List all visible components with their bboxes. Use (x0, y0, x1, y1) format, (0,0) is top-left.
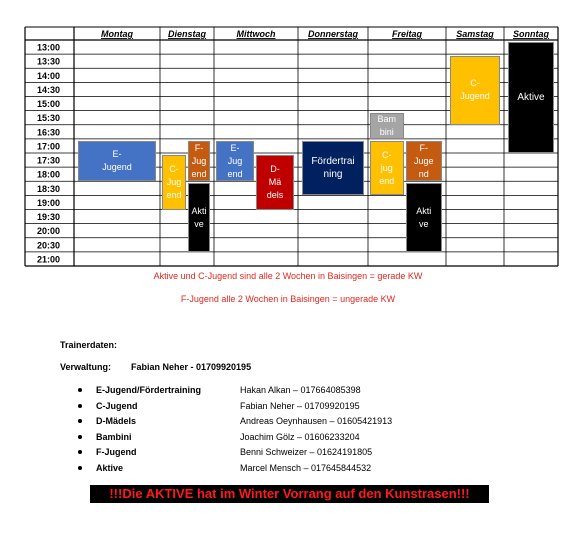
day-header-mittwoch: Mittwoch (236, 29, 276, 39)
verwaltung-label: Verwaltung: (60, 362, 112, 372)
trainer-team: D-Mädels (96, 416, 137, 426)
schedule-block: Aktive (508, 42, 554, 153)
bullet-icon (78, 419, 82, 423)
time-label: 19:00 (37, 197, 61, 208)
schedule-block: Akti ve (406, 183, 442, 252)
time-label: 17:30 (37, 155, 61, 166)
time-label: 21:00 (37, 254, 61, 265)
day-header-freitag: Freitag (391, 29, 423, 39)
schedule-block: Fördertrai ning (302, 141, 364, 196)
time-label: 15:00 (37, 99, 61, 109)
bullet-icon (78, 388, 82, 392)
day-header-sonntag: Sonntag (513, 29, 549, 39)
schedule-block: F- Juge nd (406, 141, 442, 181)
time-label: 20:00 (37, 226, 61, 237)
bullet-icon (78, 435, 82, 439)
time-label: 13:00 (37, 42, 61, 53)
day-header-donnerstag: Donnerstag (307, 29, 359, 39)
schedule-block: Akti ve (188, 183, 210, 252)
trainer-team: Bambini (96, 431, 132, 442)
time-label: 13:30 (37, 56, 61, 67)
trainer-team: E-Jugend/Fördertraining (96, 385, 202, 395)
note-even-week: Aktive und C-Jugend sind alle 2 Wochen in Baisingen = gerade KW (153, 271, 423, 281)
note-odd-week: F-Jugend alle 2 Wochen in Baisingen = ungerade KW (180, 294, 396, 304)
time-label: 14:30 (37, 84, 61, 95)
schedule-block: Bam bini (370, 113, 404, 139)
schedule-block: D- Mä dels (256, 155, 294, 210)
time-label: 15:30 (37, 113, 61, 124)
verwaltung-value: Fabian Neher - 01709920195 (131, 362, 252, 372)
bullet-icon (78, 404, 82, 408)
time-label: 19:30 (37, 212, 61, 222)
schedule-block: C- Jugend (450, 56, 500, 125)
trainer-team: Aktive (96, 462, 124, 473)
day-header-dienstag: Dienstag (167, 29, 207, 39)
schedule-block: E- Jugend (78, 141, 156, 181)
time-label: 17:00 (37, 141, 61, 152)
time-label: 14:00 (37, 70, 61, 81)
trainer-contact: Andreas Oeynhausen – 01605421913 (240, 416, 393, 426)
time-label: 20:30 (37, 240, 61, 251)
winter-priority-banner: !!!Die AKTIVE hat im Winter Vorrang auf den Kunstrasen!!! (90, 485, 489, 503)
trainer-team: F-Jugend (96, 447, 137, 457)
trainer-contact: Fabian Neher – 01709920195 (240, 400, 360, 411)
schedule-block: E- Jug end (216, 141, 254, 181)
time-label: 16:30 (37, 127, 61, 138)
trainer-contact: Joachim Gölz – 01606233204 (240, 431, 360, 442)
time-label: 18:30 (37, 183, 61, 194)
trainer-contact: Benni Schweizer – 01624191805 (240, 447, 373, 457)
schedule-block: C- jug end (370, 141, 404, 196)
trainer-contact: Marcel Mensch – 017645844532 (240, 462, 372, 473)
day-header-samstag: Samstag (456, 29, 494, 39)
bullet-icon (78, 450, 82, 454)
schedule-block: C- Jug end (162, 155, 186, 210)
schedule-block: F- Jug end (188, 141, 210, 181)
bullet-icon (78, 466, 82, 470)
trainer-team: C-Jugend (96, 400, 138, 411)
trainer-contact: Hakan Alkan – 017664085398 (240, 385, 361, 395)
time-label: 18:00 (37, 169, 61, 180)
trainer-heading: Trainerdaten: (60, 340, 118, 350)
day-header-montag: Montag (101, 29, 133, 39)
